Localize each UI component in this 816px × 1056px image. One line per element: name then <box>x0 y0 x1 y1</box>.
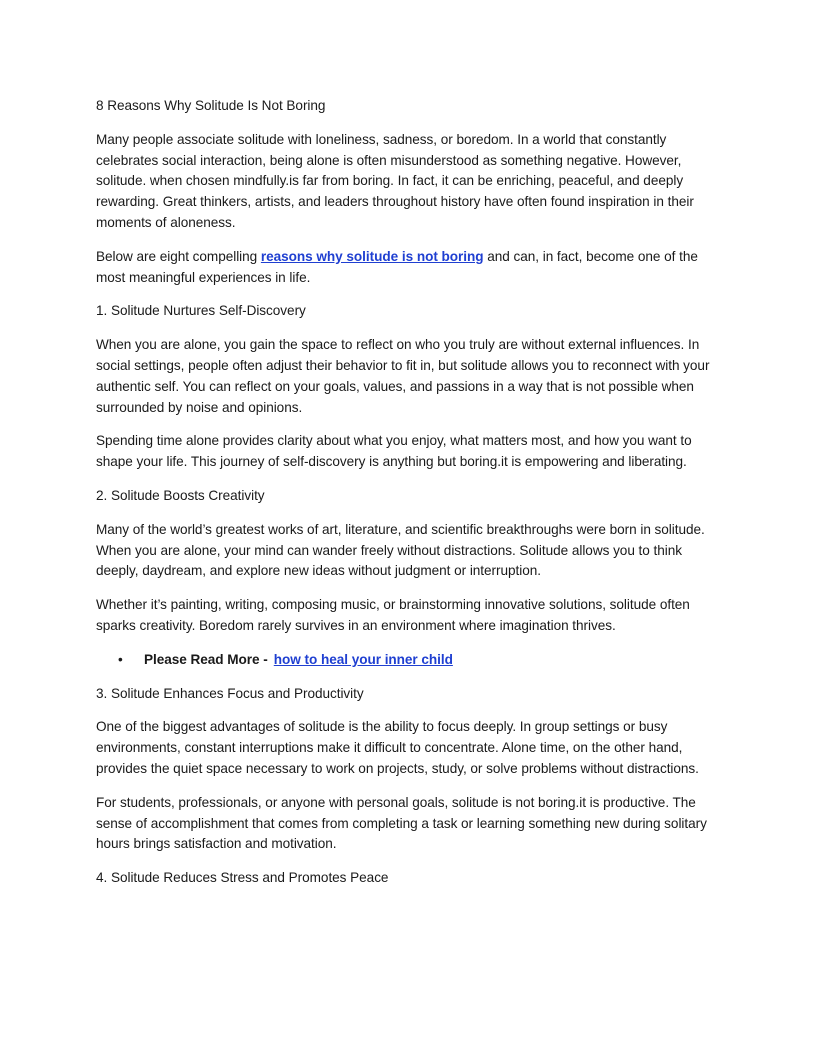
section-3-paragraph-1: One of the biggest advantages of solitude is the ability to focus deeply. In group settings or busy environments, constant interruptions make it difficult to concentrate. Alone time, on the other hand, provides the quiet space necessary to work on projects, study, or solve problems without distractions. <box>96 719 699 776</box>
reasons-link[interactable]: reasons why solitude is not boring <box>260 248 484 264</box>
below-text-pre: Below are eight compelling <box>96 248 261 264</box>
section-3-heading: 3. Solitude Enhances Focus and Productivity <box>96 685 364 701</box>
section-3-paragraph-2: For students, professionals, or anyone with personal goals, solitude is not boring.it is productive. The sense of accomplishment that comes from completing a task or learning something new during solitary hours brings satisfaction and motivation. <box>96 794 707 852</box>
document-title: 8 Reasons Why Solitude Is Not Boring <box>96 98 326 113</box>
below-paragraph <box>96 247 722 289</box>
section-2-paragraph-1: Many of the world’s greatest works of art, literature, and scientific breakthroughs were born in solitude. When you are alone, your mind can wander freely without distractions. Solitude allows you to think deeply, daydream, and explore new ideas without judgment or interruption. <box>96 521 705 579</box>
read-more-link[interactable]: how to heal your inner child <box>273 651 453 667</box>
bullet-icon: • <box>118 651 123 667</box>
read-more-bullet <box>96 650 722 671</box>
below-text-post: and can, in fact, become one of the most meaningful experiences in life. <box>96 248 698 285</box>
read-more-label: Please Read More - <box>144 651 268 667</box>
section-1-paragraph-2: Spending time alone provides clarity about what you enjoy, what matters most, and how you want to shape your life. This journey of self-discovery is anything but boring.it is empowering and liberating. <box>96 433 692 470</box>
section-2-heading: 2. Solitude Boosts Creativity <box>96 487 265 503</box>
intro-paragraph: Many people associate solitude with loneliness, sadness, or boredom. In a world that constantly celebrates social interaction, being alone is often misunderstood as something negative. However, solitude. when chosen mindfully.is far from boring. In fact, it can be enriching, peaceful, and deeply rewarding. Great thinkers, artists, and leaders throughout history have often found inspiration in their moments of aloneness. <box>96 131 694 230</box>
document-page <box>96 96 722 902</box>
section-2-paragraph-2: Whether it’s painting, writing, composing music, or brainstorming innovative solutions, solitude often sparks creativity. Boredom rarely survives in an environment where imagination thrives. <box>96 597 690 633</box>
section-1-paragraph-1: When you are alone, you gain the space to reflect on who you truly are without external influences. In social settings, people often adjust their behavior to fit in, but solitude allows you to reconnect with your authentic self. You can reflect on your goals, values, and passions in a way that is not possible when surrounded by noise and opinions. <box>96 337 710 415</box>
section-1-heading: 1. Solitude Nurtures Self-Discovery <box>96 303 306 319</box>
section-4-heading: 4. Solitude Reduces Stress and Promotes Peace <box>96 870 389 886</box>
